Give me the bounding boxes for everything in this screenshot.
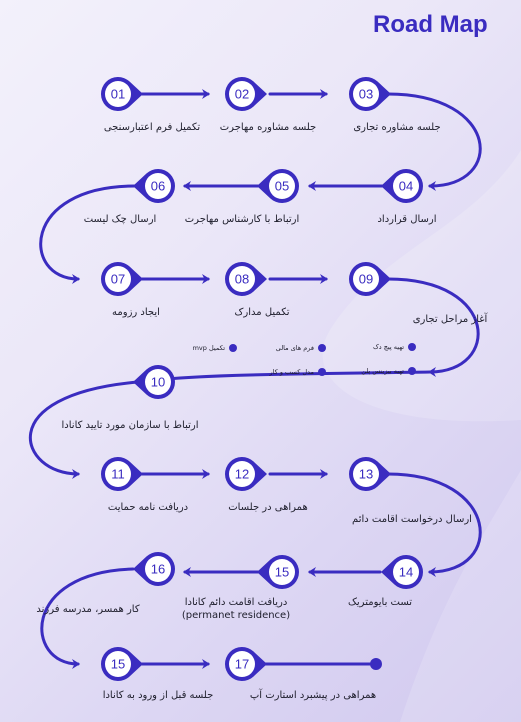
step-node <box>101 457 143 491</box>
step-label: تکمیل فرم اعتبارسنجی <box>103 122 201 133</box>
step-node <box>225 262 267 296</box>
step-label: ارسال قرارداد <box>377 214 437 225</box>
sub-item-label: تهیه بیزینس پلن <box>361 367 404 375</box>
sub-item-label: تهیه پیچ دک <box>372 343 404 351</box>
step-number: 03 <box>358 86 374 102</box>
step-number: 16 <box>150 561 166 577</box>
step-label: دریافت اقامت دائم کانادا <box>184 597 288 608</box>
sub-item-bullet <box>318 344 326 352</box>
step-number: 13 <box>358 466 374 482</box>
step-label: ارتباط با کارشناس مهاجرت <box>184 214 300 225</box>
step-number: 10 <box>150 374 166 390</box>
step-label: ارسال چک لیست <box>83 214 157 225</box>
step-label: جلسه مشاوره مهاجرت <box>219 122 317 133</box>
step-node <box>133 552 175 586</box>
step-number: 04 <box>398 178 414 194</box>
step-node <box>133 365 175 399</box>
step-node <box>257 555 299 589</box>
step-number: 09 <box>358 271 374 287</box>
step-label: ایجاد رزومه <box>112 307 160 318</box>
step-node <box>225 77 267 111</box>
sub-item-label: تکمیل mvp <box>192 344 225 352</box>
path-end-dot <box>370 658 382 670</box>
sub-item-bullet <box>408 343 416 351</box>
step-node <box>225 457 267 491</box>
step-node <box>133 169 175 203</box>
sub-item-bullet <box>318 368 326 376</box>
step-node <box>381 555 423 589</box>
step-node <box>101 77 143 111</box>
background-wave <box>400 470 521 722</box>
sub-item-label: مدل کسب و کار <box>269 368 314 376</box>
step-number: 17 <box>234 656 250 672</box>
step-label-line2: (permanet residence) <box>181 610 291 621</box>
step-number: 15 <box>110 656 126 672</box>
step-label: دریافت نامه حمایت <box>107 502 189 513</box>
step-number: 06 <box>150 178 166 194</box>
step-number: 14 <box>398 564 414 580</box>
step-node <box>225 647 267 681</box>
step-node <box>349 457 391 491</box>
step-number: 07 <box>110 271 126 287</box>
step-number: 02 <box>234 86 250 102</box>
step-label: آغاز مراحل تجاری <box>412 314 488 325</box>
step-label: جلسه مشاوره تجاری <box>353 122 441 133</box>
step-label: کار همسر، مدرسه فرزند <box>36 604 140 615</box>
step-label: تکمیل مدارک <box>234 307 290 318</box>
step-label: همراهی در پیشبرد استارت آپ <box>249 690 377 701</box>
step-label: ارتباط با سازمان مورد تایید کانادا <box>61 420 199 431</box>
step-node <box>381 169 423 203</box>
step-number: 11 <box>111 466 125 482</box>
step-label: ارسال درخواست اقامت دائم <box>352 514 472 525</box>
step-node <box>101 647 143 681</box>
sub-item-label: فرم های مالی <box>275 344 314 352</box>
step-label: جلسه قبل از ورود به کانادا <box>102 690 214 701</box>
step-label: تست بایومتریک <box>347 597 413 608</box>
step-label: همراهی در جلسات <box>228 502 308 513</box>
step-number: 08 <box>234 271 250 287</box>
step-number: 01 <box>110 86 126 102</box>
page-title: Road Map <box>373 11 488 38</box>
step-number: 05 <box>274 178 290 194</box>
step-node <box>349 77 391 111</box>
step-number: 15 <box>274 564 290 580</box>
sub-item-bullet <box>229 344 237 352</box>
step-number: 12 <box>234 466 250 482</box>
step-node <box>257 169 299 203</box>
sub-item-bullet <box>408 367 416 375</box>
step-node <box>101 262 143 296</box>
